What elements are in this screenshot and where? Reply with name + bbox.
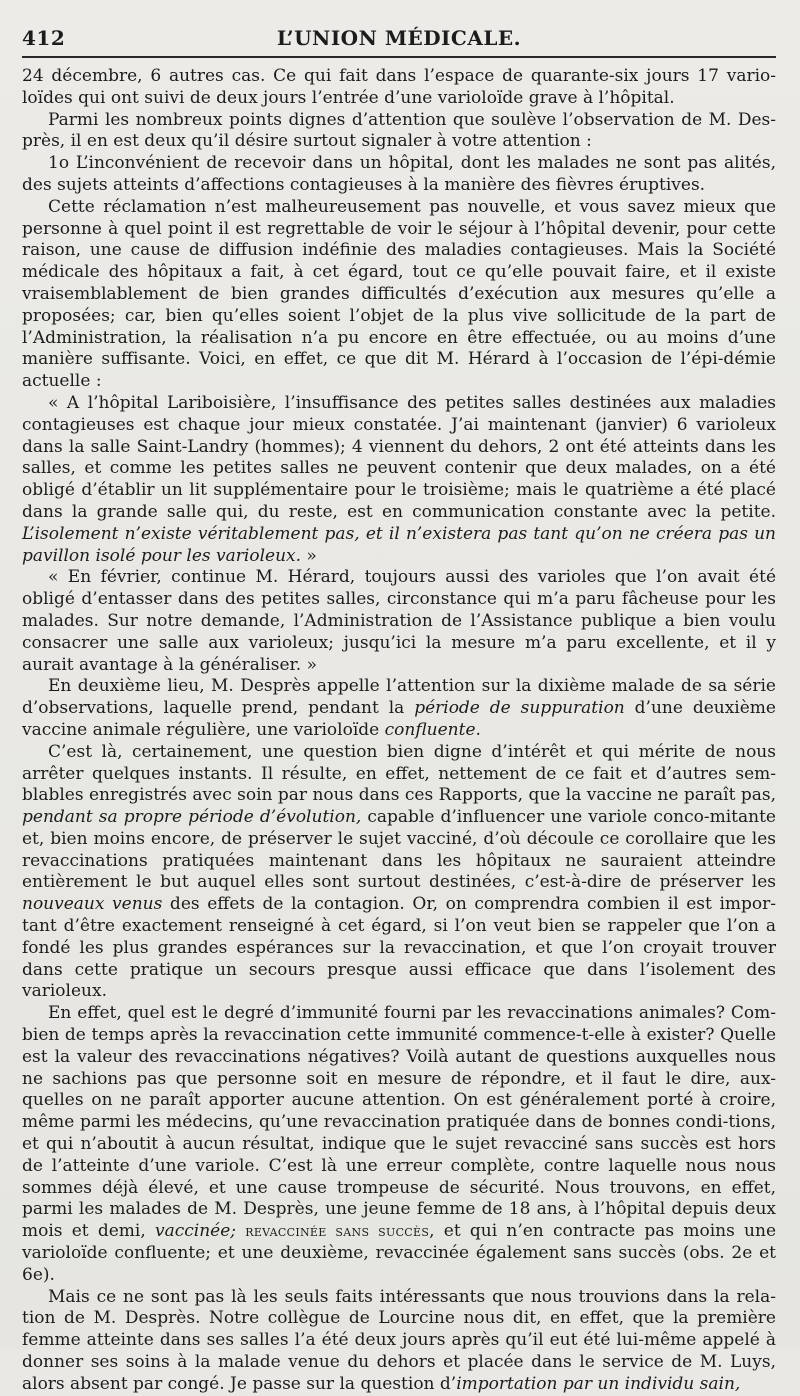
paragraph-10: Mais ce ne sont pas là les seuls faits intéressants que nous trouvions dans la rela-tion de M. Desprès. Notre collègue de Lourcine nous dit, en effet, que la première femme atteinte dans ses salles l’a été deux jours après qu’il eut été lui-même appelé à donner ses soins à la malade venue du dehors et placée dans le service de M. Luys, alors absent par congé. Je passe sur la question d’importation par un individu sain, <box>22 1286 776 1394</box>
journal-title: L’UNION MÉDICALE. <box>276 26 522 50</box>
paragraph-5-quote: « A l’hôpital Lariboisière, l’insuffisance des petites salles destinées aux maladies contagieuses est chaque jour mieux constatée. J’ai maintenant (janvier) 6 varioleux dans la salle Saint-Landry (hommes); 4 viennent du dehors, 2 ont été atteints dans les salles, et comme les petites salles ne peuvent contenir que deux malades, on a été obligé d’établir un lit supplémentaire pour le troisième; mais le quatrième a été placé dans la grande salle qui, du reste, est en communication constante avec la petite. L’isolement n’existe véritablement pas, et il n’existera pas tant qu’on ne créera pas un pavillon isolé pour les varioleux. » <box>22 392 776 566</box>
paragraph-8: C’est là, certainement, une question bien digne d’intérêt et qui mérite de nous arrêter quelques instants. Il résulte, en effet, nettement de ce fait et d’autres sem-blables enregistrés avec soin par nous dans ces Rapports, que la vaccine ne paraît pas, pendant sa propre période d’évolution, capable d’influencer une variole conco-mitante et, bien moins encore, de préserver le sujet vacciné, d’où découle ce corollaire que les revaccinations pratiquées maintenant dans les hôpitaux ne sauraient atteindre entièrement le but auquel elles sont surtout destinées, c’est-à-dire de préserver les nouveaux venus des effets de la contagion. Or, on comprendra combien il est impor-tant d’être exactement renseigné à cet égard, si l’on veut bien se rappeler que l’on a fondé les plus grandes espérances sur la revaccination, et que l’on croyait trouver dans cette pratique un secours presque aussi efficace que dans l’isolement des varioleux. <box>22 741 776 1002</box>
italic-emphasis: L’isolement n’existe véritablement pas, et il n’existera pas tant qu’on ne créera pas un pavillon isolé pour les varioleux. <box>22 523 776 566</box>
page-header <box>22 26 776 56</box>
paragraph-7: En deuxième lieu, M. Desprès appelle l’attention sur la dixième malade de sa série d’observations, laquelle prend, pendant la période de suppuration d’une deuxième vaccine animale régulière, une varioloïde confluente. <box>22 676 776 740</box>
body-text <box>22 58 776 1396</box>
small-caps-emphasis: revaccinée sans succès <box>245 1222 430 1241</box>
paragraph-4: Cette réclamation n’est malheureusement pas nouvelle, et vous savez mieux que personne à quel point il est regrettable de voir le séjour à l’hôpital devenir, pour cette raison, une cause de diffusion indéfinie des maladies contagieuses. Mais la Société médicale des hôpitaux a fait, à cet égard, tout ce qu’elle pouvait faire, et il existe vraisemblablement de bien grandes difficultés d’exécution aux mesures qu’elle a proposées; car, bien qu’elles soient l’objet de la plus vive sollicitude de la part de l’Administration, la réalisation n’a pu encore en être effectuée, ou au moins d’une manière suffisante. Voici, en effet, ce que dit M. Hérard à l’occasion de l’épi-démie actuelle : <box>22 196 776 392</box>
paragraph-2: Parmi les nombreux points dignes d’attention que soulève l’observation de M. Des-près, il en est deux qu’il désire surtout signaler à votre attention : <box>22 109 776 152</box>
italic-emphasis: pendant sa propre période d’évolution, <box>22 807 362 828</box>
italic-emphasis: importation par un individu sain, <box>456 1373 741 1394</box>
italic-emphasis: confluente <box>384 719 476 740</box>
italic-emphasis: période de suppuration <box>414 698 625 719</box>
italic-emphasis: nouveaux venus <box>22 894 163 915</box>
page-number: 412 <box>22 26 66 50</box>
paragraph-3: 1o L’inconvénient de recevoir dans un hôpital, dont les malades ne sont pas alités, des sujets atteints d’affections contagieuses à la manière des fièvres éruptives. <box>22 153 776 195</box>
paragraph-9: En effet, quel est le degré d’immunité fourni par les revaccinations animales? Com-bien de temps après la revaccination cette immunité commence-t-elle à exister? Quelle est la valeur des revaccinations négatives? Voilà autant de questions auxquelles nous ne sachions pas que personne soit en mesure de répondre, et il faut le dire, aux-quelles on ne paraît apporter aucune attention. On est généralement porté à croire, même parmi les médecins, qu’une revaccination pratiquée dans de bonnes condi-tions, et qui n’aboutit à aucun résultat, indique que le sujet revacciné sans succès est hors de l’atteinte d’une variole. C’est là une erreur complète, contre laquelle nous nous sommes déjà élevé, et une cause trompeuse de sécurité. Nous trouvons, en effet, parmi les malades de M. Desprès, une jeune femme de 18 ans, à l’hôpital depuis deux mois et demi, vaccinée; revaccinée sans succès, et qui n’en contracte pas moins une varioloïde confluente; et une deuxième, revaccinée également sans succès (obs. 2e et 6e). <box>22 1003 777 1285</box>
paragraph-6-quote: « En février, continue M. Hérard, toujours aussi des varioles que l’on avait été obligé d’entasser dans des petites salles, circonstance qui m’a paru fâcheuse pour les malades. Sur notre demande, l’Administration de l’Assistance publique a bien voulu consacrer une salle aux varioleux; jusqu’ici la mesure m’a paru excellente, et il y aurait avantage à la généraliser. » <box>22 567 776 675</box>
italic-emphasis: vaccinée; <box>154 1221 236 1242</box>
paragraph-1: 24 décembre, 6 autres cas. Ce qui fait dans l’espace de quarante-six jours 17 vario-loïdes qui ont suivi de deux jours l’entrée d’une varioloïde grave à l’hôpital. <box>22 66 776 108</box>
